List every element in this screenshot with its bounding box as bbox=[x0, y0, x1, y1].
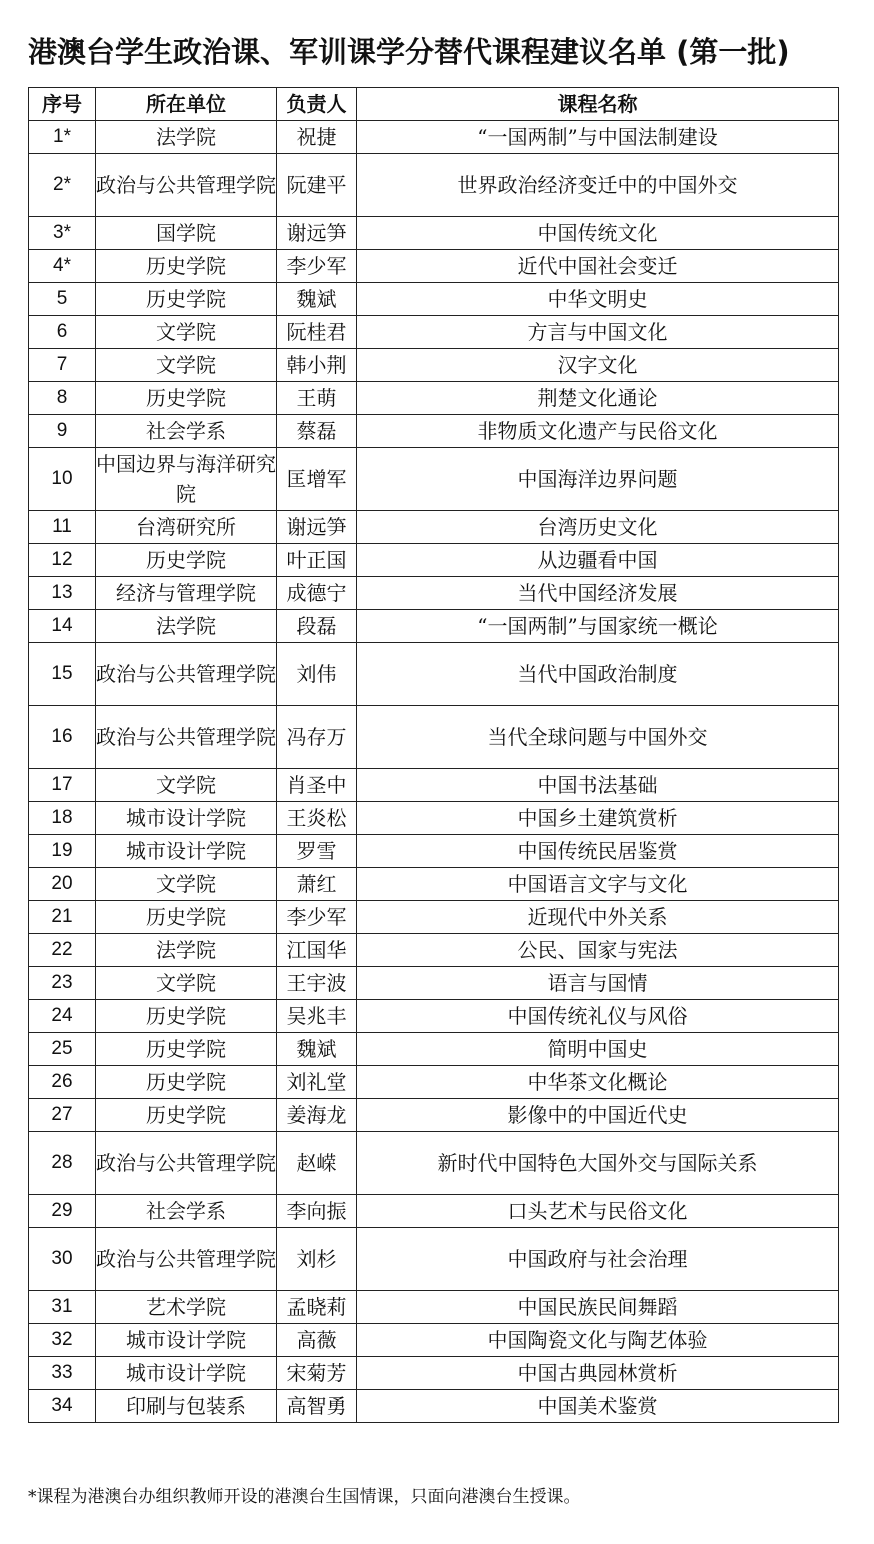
cell-course-name: 中国海洋边界问题 bbox=[357, 448, 839, 511]
cell-person-in-charge: 孟晓莉 bbox=[277, 1291, 357, 1324]
cell-person-in-charge: 赵嵘 bbox=[277, 1132, 357, 1195]
header-person-in-charge: 负责人 bbox=[277, 88, 357, 121]
table-row bbox=[29, 1066, 839, 1099]
cell-person-in-charge: 段磊 bbox=[277, 610, 357, 643]
cell-person-in-charge: 韩小荆 bbox=[277, 349, 357, 382]
cell-serial-number: 3* bbox=[29, 217, 96, 250]
cell-course-name: “一国两制”与中国法制建设 bbox=[357, 121, 839, 154]
cell-person-in-charge: 宋菊芳 bbox=[277, 1357, 357, 1390]
table-row bbox=[29, 1390, 839, 1423]
cell-serial-number: 1* bbox=[29, 121, 96, 154]
cell-person-in-charge: 肖圣中 bbox=[277, 769, 357, 802]
table-row bbox=[29, 1132, 839, 1195]
cell-course-name: 语言与国情 bbox=[357, 967, 839, 1000]
cell-course-name: 中国语言文字与文化 bbox=[357, 868, 839, 901]
cell-person-in-charge: 阮建平 bbox=[277, 154, 357, 217]
cell-unit: 法学院 bbox=[96, 610, 277, 643]
cell-person-in-charge: 匡增军 bbox=[277, 448, 357, 511]
cell-serial-number: 2* bbox=[29, 154, 96, 217]
cell-course-name: 中华茶文化概论 bbox=[357, 1066, 839, 1099]
table-row bbox=[29, 967, 839, 1000]
header-course-name: 课程名称 bbox=[357, 88, 839, 121]
table-row bbox=[29, 1195, 839, 1228]
cell-serial-number: 25 bbox=[29, 1033, 96, 1066]
cell-unit: 经济与管理学院 bbox=[96, 577, 277, 610]
cell-person-in-charge: 成德宁 bbox=[277, 577, 357, 610]
cell-course-name: 近代中国社会变迁 bbox=[357, 250, 839, 283]
cell-course-name: 简明中国史 bbox=[357, 1033, 839, 1066]
footnote: *课程为港澳台办组织教师开设的港澳台生国情课，只面向港澳台生授课。 bbox=[28, 1487, 581, 1507]
cell-unit: 社会学系 bbox=[96, 415, 277, 448]
cell-serial-number: 5 bbox=[29, 283, 96, 316]
cell-person-in-charge: 谢远笋 bbox=[277, 217, 357, 250]
cell-course-name: 当代全球问题与中国外交 bbox=[357, 706, 839, 769]
cell-person-in-charge: 李少军 bbox=[277, 901, 357, 934]
cell-person-in-charge: 王宇波 bbox=[277, 967, 357, 1000]
cell-unit: 台湾研究所 bbox=[96, 511, 277, 544]
cell-person-in-charge: 李少军 bbox=[277, 250, 357, 283]
cell-person-in-charge: 高智勇 bbox=[277, 1390, 357, 1423]
table-row bbox=[29, 1000, 839, 1033]
cell-course-name: 中国乡土建筑赏析 bbox=[357, 802, 839, 835]
cell-person-in-charge: 吴兆丰 bbox=[277, 1000, 357, 1033]
cell-person-in-charge: 刘杉 bbox=[277, 1228, 357, 1291]
table-row bbox=[29, 901, 839, 934]
cell-person-in-charge: 魏斌 bbox=[277, 1033, 357, 1066]
cell-serial-number: 16 bbox=[29, 706, 96, 769]
cell-course-name: 中华文明史 bbox=[357, 283, 839, 316]
cell-course-name: 方言与中国文化 bbox=[357, 316, 839, 349]
cell-unit: 法学院 bbox=[96, 934, 277, 967]
cell-unit: 印刷与包装系 bbox=[96, 1390, 277, 1423]
table-row bbox=[29, 868, 839, 901]
cell-person-in-charge: 李向振 bbox=[277, 1195, 357, 1228]
table-row bbox=[29, 1357, 839, 1390]
cell-course-name: 当代中国经济发展 bbox=[357, 577, 839, 610]
table-row bbox=[29, 610, 839, 643]
cell-serial-number: 12 bbox=[29, 544, 96, 577]
cell-serial-number: 19 bbox=[29, 835, 96, 868]
cell-person-in-charge: 王炎松 bbox=[277, 802, 357, 835]
table-row bbox=[29, 1291, 839, 1324]
cell-unit: 城市设计学院 bbox=[96, 1324, 277, 1357]
cell-course-name: 新时代中国特色大国外交与国际关系 bbox=[357, 1132, 839, 1195]
cell-unit: 历史学院 bbox=[96, 1066, 277, 1099]
cell-unit: 文学院 bbox=[96, 868, 277, 901]
cell-unit: 政治与公共管理学院 bbox=[96, 154, 277, 217]
cell-serial-number: 28 bbox=[29, 1132, 96, 1195]
cell-person-in-charge: 罗雪 bbox=[277, 835, 357, 868]
cell-unit: 政治与公共管理学院 bbox=[96, 706, 277, 769]
cell-course-name: 中国传统文化 bbox=[357, 217, 839, 250]
table-row bbox=[29, 382, 839, 415]
cell-unit: 城市设计学院 bbox=[96, 835, 277, 868]
cell-serial-number: 26 bbox=[29, 1066, 96, 1099]
cell-serial-number: 34 bbox=[29, 1390, 96, 1423]
cell-course-name: 荆楚文化通论 bbox=[357, 382, 839, 415]
cell-person-in-charge: 叶正国 bbox=[277, 544, 357, 577]
cell-course-name: 中国政府与社会治理 bbox=[357, 1228, 839, 1291]
table-row bbox=[29, 217, 839, 250]
cell-course-name: 近现代中外关系 bbox=[357, 901, 839, 934]
table-row bbox=[29, 448, 839, 511]
cell-serial-number: 13 bbox=[29, 577, 96, 610]
cell-person-in-charge: 冯存万 bbox=[277, 706, 357, 769]
cell-serial-number: 30 bbox=[29, 1228, 96, 1291]
header-unit: 所在单位 bbox=[96, 88, 277, 121]
cell-serial-number: 33 bbox=[29, 1357, 96, 1390]
table-row bbox=[29, 1099, 839, 1132]
cell-unit: 历史学院 bbox=[96, 1000, 277, 1033]
table-row bbox=[29, 544, 839, 577]
cell-unit: 中国边界与海洋研究院 bbox=[96, 448, 277, 511]
cell-unit: 政治与公共管理学院 bbox=[96, 1132, 277, 1195]
table-row bbox=[29, 643, 839, 706]
cell-course-name: 中国美术鉴赏 bbox=[357, 1390, 839, 1423]
table-row bbox=[29, 835, 839, 868]
cell-course-name: 汉字文化 bbox=[357, 349, 839, 382]
cell-course-name: “一国两制”与国家统一概论 bbox=[357, 610, 839, 643]
cell-person-in-charge: 萧红 bbox=[277, 868, 357, 901]
cell-course-name: 中国古典园林赏析 bbox=[357, 1357, 839, 1390]
table-row bbox=[29, 415, 839, 448]
table-row bbox=[29, 706, 839, 769]
cell-serial-number: 9 bbox=[29, 415, 96, 448]
cell-unit: 艺术学院 bbox=[96, 1291, 277, 1324]
cell-unit: 政治与公共管理学院 bbox=[96, 643, 277, 706]
cell-unit: 文学院 bbox=[96, 316, 277, 349]
cell-unit: 历史学院 bbox=[96, 1033, 277, 1066]
cell-unit: 历史学院 bbox=[96, 283, 277, 316]
table-row bbox=[29, 511, 839, 544]
table-header-row bbox=[29, 88, 839, 121]
cell-serial-number: 32 bbox=[29, 1324, 96, 1357]
cell-serial-number: 21 bbox=[29, 901, 96, 934]
cell-serial-number: 6 bbox=[29, 316, 96, 349]
cell-unit: 历史学院 bbox=[96, 382, 277, 415]
cell-unit: 社会学系 bbox=[96, 1195, 277, 1228]
cell-course-name: 口头艺术与民俗文化 bbox=[357, 1195, 839, 1228]
table-row bbox=[29, 316, 839, 349]
table-row bbox=[29, 769, 839, 802]
table-row bbox=[29, 154, 839, 217]
cell-serial-number: 4* bbox=[29, 250, 96, 283]
cell-person-in-charge: 王萌 bbox=[277, 382, 357, 415]
cell-serial-number: 22 bbox=[29, 934, 96, 967]
cell-unit: 国学院 bbox=[96, 217, 277, 250]
cell-unit: 历史学院 bbox=[96, 544, 277, 577]
cell-course-name: 当代中国政治制度 bbox=[357, 643, 839, 706]
cell-serial-number: 7 bbox=[29, 349, 96, 382]
cell-unit: 历史学院 bbox=[96, 901, 277, 934]
cell-person-in-charge: 魏斌 bbox=[277, 283, 357, 316]
cell-person-in-charge: 高薇 bbox=[277, 1324, 357, 1357]
cell-serial-number: 27 bbox=[29, 1099, 96, 1132]
table-body bbox=[29, 121, 839, 1423]
cell-course-name: 影像中的中国近代史 bbox=[357, 1099, 839, 1132]
cell-unit: 历史学院 bbox=[96, 250, 277, 283]
cell-course-name: 台湾历史文化 bbox=[357, 511, 839, 544]
cell-course-name: 从边疆看中国 bbox=[357, 544, 839, 577]
cell-unit: 文学院 bbox=[96, 967, 277, 1000]
table-row bbox=[29, 802, 839, 835]
header-serial-number: 序号 bbox=[29, 88, 96, 121]
table-row bbox=[29, 1228, 839, 1291]
cell-unit: 政治与公共管理学院 bbox=[96, 1228, 277, 1291]
cell-course-name: 非物质文化遗产与民俗文化 bbox=[357, 415, 839, 448]
table-row bbox=[29, 1324, 839, 1357]
cell-person-in-charge: 阮桂君 bbox=[277, 316, 357, 349]
cell-course-name: 中国传统礼仪与风俗 bbox=[357, 1000, 839, 1033]
cell-serial-number: 23 bbox=[29, 967, 96, 1000]
cell-serial-number: 29 bbox=[29, 1195, 96, 1228]
table-row bbox=[29, 121, 839, 154]
cell-person-in-charge: 刘伟 bbox=[277, 643, 357, 706]
cell-person-in-charge: 蔡磊 bbox=[277, 415, 357, 448]
cell-unit: 历史学院 bbox=[96, 1099, 277, 1132]
table-row bbox=[29, 1033, 839, 1066]
table-row bbox=[29, 349, 839, 382]
cell-serial-number: 10 bbox=[29, 448, 96, 511]
cell-serial-number: 20 bbox=[29, 868, 96, 901]
cell-unit: 法学院 bbox=[96, 121, 277, 154]
cell-course-name: 中国陶瓷文化与陶艺体验 bbox=[357, 1324, 839, 1357]
course-table bbox=[28, 87, 839, 1423]
cell-course-name: 世界政治经济变迁中的中国外交 bbox=[357, 154, 839, 217]
cell-unit: 文学院 bbox=[96, 349, 277, 382]
table-row bbox=[29, 934, 839, 967]
cell-person-in-charge: 刘礼堂 bbox=[277, 1066, 357, 1099]
cell-serial-number: 15 bbox=[29, 643, 96, 706]
cell-serial-number: 31 bbox=[29, 1291, 96, 1324]
cell-unit: 文学院 bbox=[96, 769, 277, 802]
cell-serial-number: 24 bbox=[29, 1000, 96, 1033]
cell-serial-number: 8 bbox=[29, 382, 96, 415]
cell-person-in-charge: 谢远笋 bbox=[277, 511, 357, 544]
cell-course-name: 中国民族民间舞蹈 bbox=[357, 1291, 839, 1324]
table-row bbox=[29, 577, 839, 610]
cell-person-in-charge: 姜海龙 bbox=[277, 1099, 357, 1132]
cell-person-in-charge: 祝捷 bbox=[277, 121, 357, 154]
cell-unit: 城市设计学院 bbox=[96, 1357, 277, 1390]
cell-person-in-charge: 江国华 bbox=[277, 934, 357, 967]
table-row bbox=[29, 250, 839, 283]
cell-course-name: 公民、国家与宪法 bbox=[357, 934, 839, 967]
cell-serial-number: 14 bbox=[29, 610, 96, 643]
cell-unit: 城市设计学院 bbox=[96, 802, 277, 835]
cell-serial-number: 11 bbox=[29, 511, 96, 544]
cell-course-name: 中国传统民居鉴赏 bbox=[357, 835, 839, 868]
table-row bbox=[29, 283, 839, 316]
document-title: 港澳台学生政治课、军训课学分替代课程建议名单 (第一批) bbox=[28, 35, 790, 69]
cell-serial-number: 18 bbox=[29, 802, 96, 835]
cell-course-name: 中国书法基础 bbox=[357, 769, 839, 802]
cell-serial-number: 17 bbox=[29, 769, 96, 802]
